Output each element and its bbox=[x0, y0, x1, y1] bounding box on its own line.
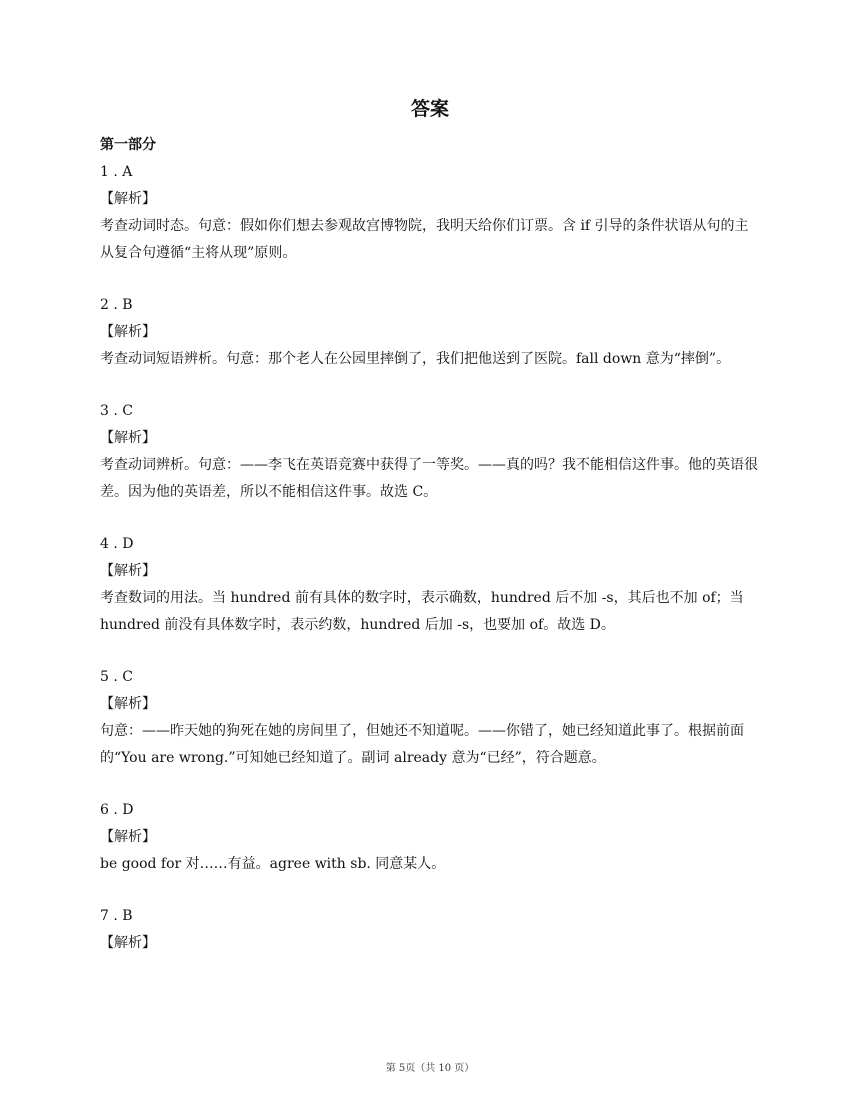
analysis-text: 考查动词辨析。句意：——李飞在英语竞赛中获得了一等奖。——真的吗？我不能相信这件事。他的英语很差。因为他的英语差，所以不能相信这件事。故选 C。 bbox=[100, 457, 758, 500]
analysis-tag: 【解析】 bbox=[100, 324, 156, 340]
answer-item bbox=[100, 903, 760, 957]
analysis-text: 考查数词的用法。当 hundred 前有具体的数字时，表示确数，hundred 后不加 -s，其后也不加 of；当 hundred 前没有具体数字时，表示约数，hundred 后加 -s，也要加 of。故选 D。 bbox=[100, 590, 744, 633]
page-footer: 第 5页（共 10 页） bbox=[385, 1063, 475, 1074]
analysis-text: be good for 对……有益。agree with sb. 同意某人。 bbox=[100, 856, 446, 872]
answer-item bbox=[100, 159, 760, 267]
analysis-tag: 【解析】 bbox=[100, 563, 156, 579]
analysis-text: 考查动词短语辨析。句意：那个老人在公园里摔倒了，我们把他送到了医院。fall down 意为“摔倒”。 bbox=[100, 351, 731, 367]
answer-item bbox=[100, 398, 760, 506]
analysis-text: 句意：——昨天她的狗死在她的房间里了，但她还不知道呢。——你错了，她已经知道此事了。根据前面的“You are wrong.”可知她已经知道了。副词 already 意为“已经”，符合题意。 bbox=[100, 723, 744, 766]
answer-item bbox=[100, 797, 760, 878]
answer-number: 2 . B bbox=[100, 297, 133, 313]
answer-number: 6 . D bbox=[100, 802, 134, 818]
answer-number: 3 . C bbox=[100, 403, 133, 419]
answer-item bbox=[100, 664, 760, 772]
analysis-tag: 【解析】 bbox=[100, 191, 156, 207]
answer-item bbox=[100, 292, 760, 373]
analysis-text: 考查动词时态。句意：假如你们想去参观故宫博物院，我明天给你们订票。含 if 引导的条件状语从句的主从复合句遵循“主将从现”原则。 bbox=[100, 218, 749, 261]
page-title: 答案 bbox=[410, 98, 449, 120]
analysis-tag: 【解析】 bbox=[100, 696, 156, 712]
analysis-tag: 【解析】 bbox=[100, 935, 156, 951]
part-label: 第一部分 bbox=[100, 137, 156, 153]
answer-number: 5 . C bbox=[100, 669, 133, 685]
answer-number: 4 . D bbox=[100, 536, 134, 552]
analysis-tag: 【解析】 bbox=[100, 430, 156, 446]
answer-number: 1 . A bbox=[100, 164, 133, 180]
analysis-tag: 【解析】 bbox=[100, 829, 156, 845]
answer-number: 7 . B bbox=[100, 908, 133, 924]
answer-content bbox=[100, 132, 760, 982]
answer-item bbox=[100, 531, 760, 639]
